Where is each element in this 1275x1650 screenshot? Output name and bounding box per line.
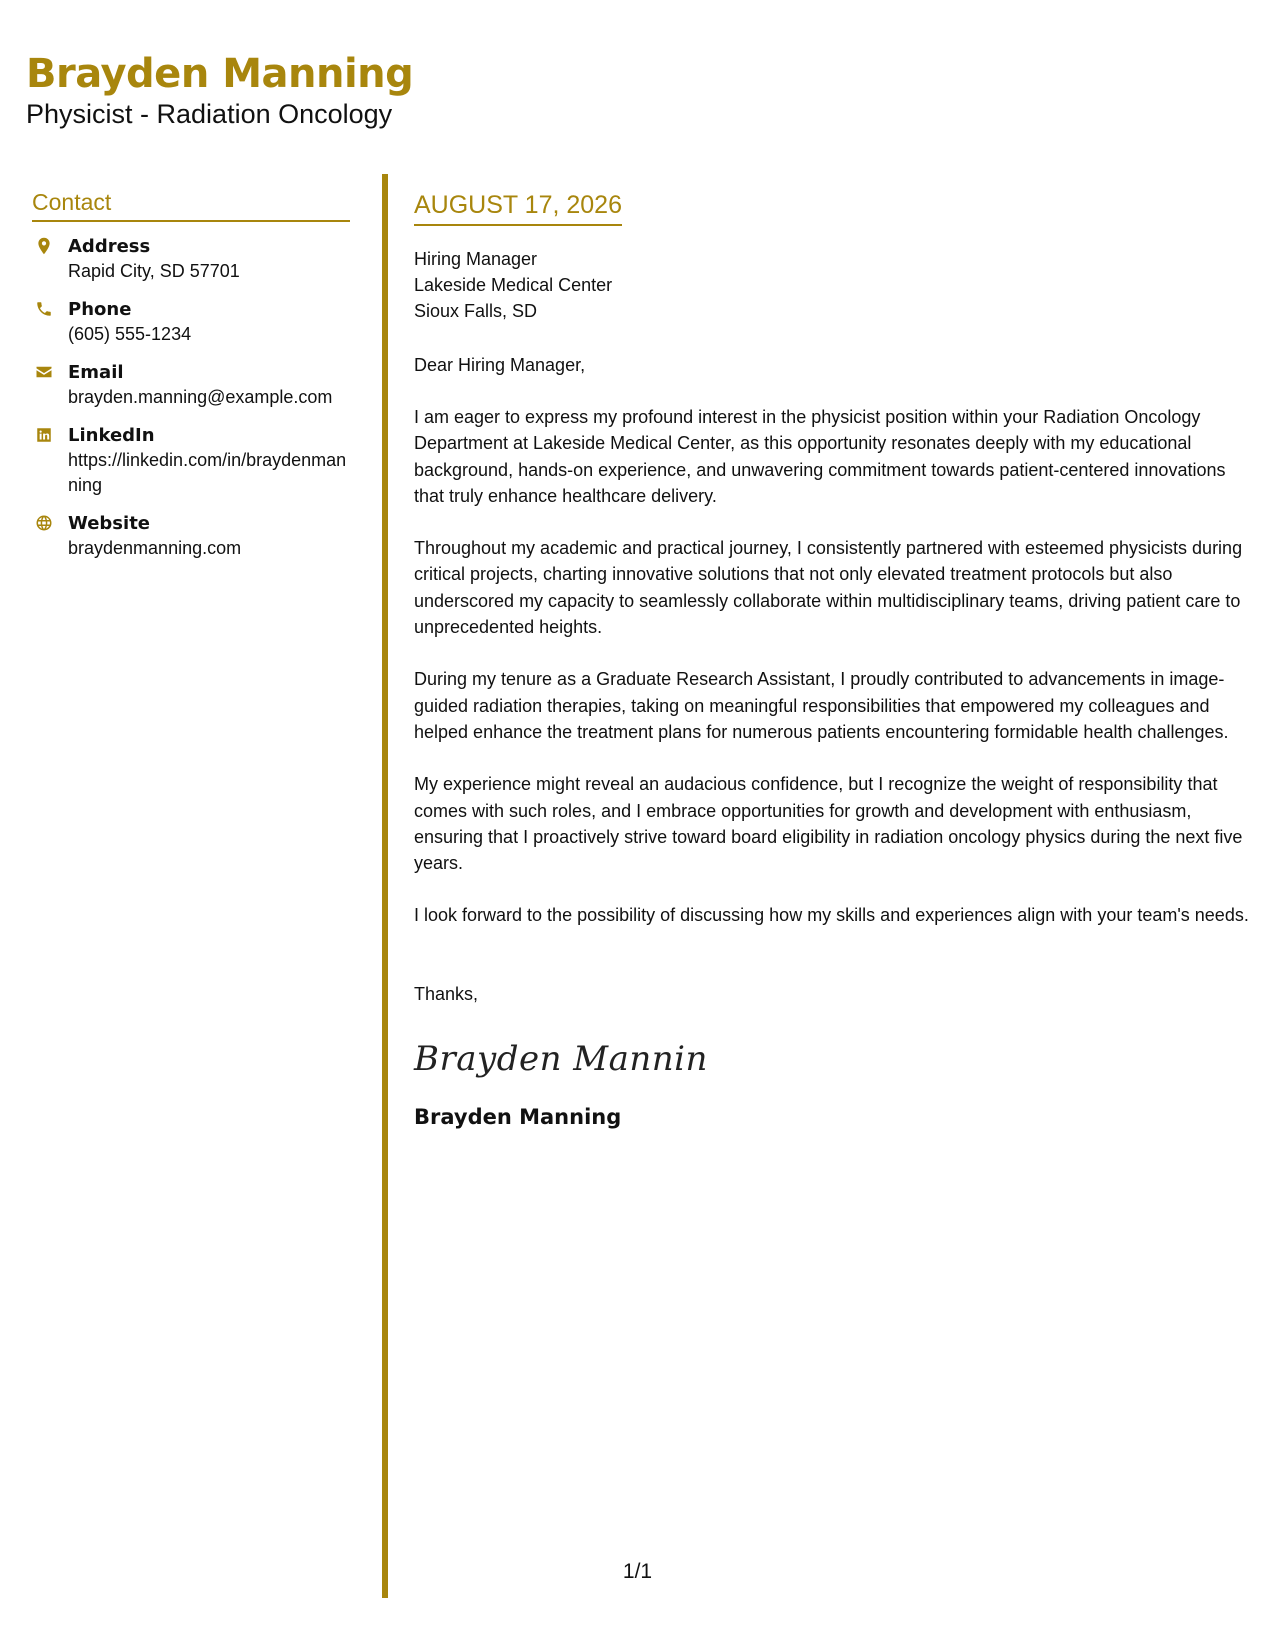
signer-name: Brayden Manning <box>414 1104 622 1129</box>
page-number <box>0 1560 1275 1584</box>
body-paragraph: I look forward to the possibility of discussing how my skills and experiences align with your team's needs. <box>414 905 1249 926</box>
recipient-line: Sioux Falls, SD <box>414 301 538 321</box>
page-number-text: 1/1 <box>622 1560 653 1583</box>
body-paragraph: My experience might reveal an audacious confidence, but I recognize the weight of responsibility that comes with such roles, and I embrace opportunities for growth and development with enthusiasm, ensuring that I proactively strive toward board eligibility in radiation oncology physics during the next five years. <box>414 774 1243 874</box>
handwritten-signature: Brayden Mannin <box>414 1038 708 1079</box>
body-paragraph: Throughout my academic and practical journey, I consistently partnered with esteemed physicists during critical projects, charting innovative solutions that not only elevated treatment protocols but also underscored my capacity to seamlessly collaborate within multidisciplinary teams, driving patient care to unprecedented heights. <box>414 538 1243 638</box>
recipient-block <box>414 246 1250 324</box>
map-pin-icon <box>32 234 68 284</box>
job-title: Physicist - Radiation Oncology <box>26 99 393 129</box>
contact-item-address <box>32 234 350 284</box>
contact-item-phone <box>32 297 350 347</box>
globe-icon <box>32 511 68 561</box>
sidebar <box>32 188 350 574</box>
letter-body <box>414 190 1250 1131</box>
body-paragraph: During my tenure as a Graduate Research Assistant, I proudly contributed to advancements in image-guided radiation therapies, taking on meaningful responsibilities that empowered my colleagues and helped enhance the treatment plans for numerous patients encountering formidable health challenges. <box>414 669 1229 742</box>
contact-label: Email <box>68 362 124 383</box>
envelope-icon <box>32 360 68 410</box>
contact-value: Rapid City, SD 57701 <box>68 261 240 281</box>
contact-item-email <box>32 360 350 410</box>
contact-value: https://linkedin.com/in/braydenmanning <box>68 450 347 495</box>
contact-item-website <box>32 511 350 561</box>
header <box>26 48 413 130</box>
recipient-line: Hiring Manager <box>414 249 538 269</box>
contact-list <box>32 234 350 561</box>
recipient-line: Lakeside Medical Center <box>414 275 613 295</box>
contact-item-linkedin <box>32 423 350 498</box>
linkedin-icon <box>32 423 68 498</box>
contact-label: Address <box>68 236 151 257</box>
contact-label: Website <box>68 513 151 534</box>
contact-value: (605) 555-1234 <box>68 324 192 344</box>
letter-date: AUGUST 17, 2026 <box>414 191 622 219</box>
phone-icon <box>32 297 68 347</box>
applicant-name: Brayden Manning <box>26 51 414 97</box>
body-paragraph: I am eager to express my profound interest in the physicist position within your Radiation Oncology Department at Lakeside Medical Center, as this opportunity resonates deeply with my educational background, hands-on experience, and unwavering commitment towards patient-centered innovations that truly enhance healthcare delivery. <box>414 407 1226 506</box>
contact-value: brayden.manning@example.com <box>68 387 333 407</box>
contact-label: LinkedIn <box>68 425 155 446</box>
salutation: Dear Hiring Manager, <box>414 355 586 375</box>
vertical-divider <box>382 174 388 1598</box>
contact-heading: Contact <box>32 188 350 222</box>
contact-value: braydenmanning.com <box>68 538 242 558</box>
contact-label: Phone <box>68 299 132 320</box>
closing: Thanks, <box>414 983 479 1004</box>
letter-date-wrapper <box>414 190 622 226</box>
